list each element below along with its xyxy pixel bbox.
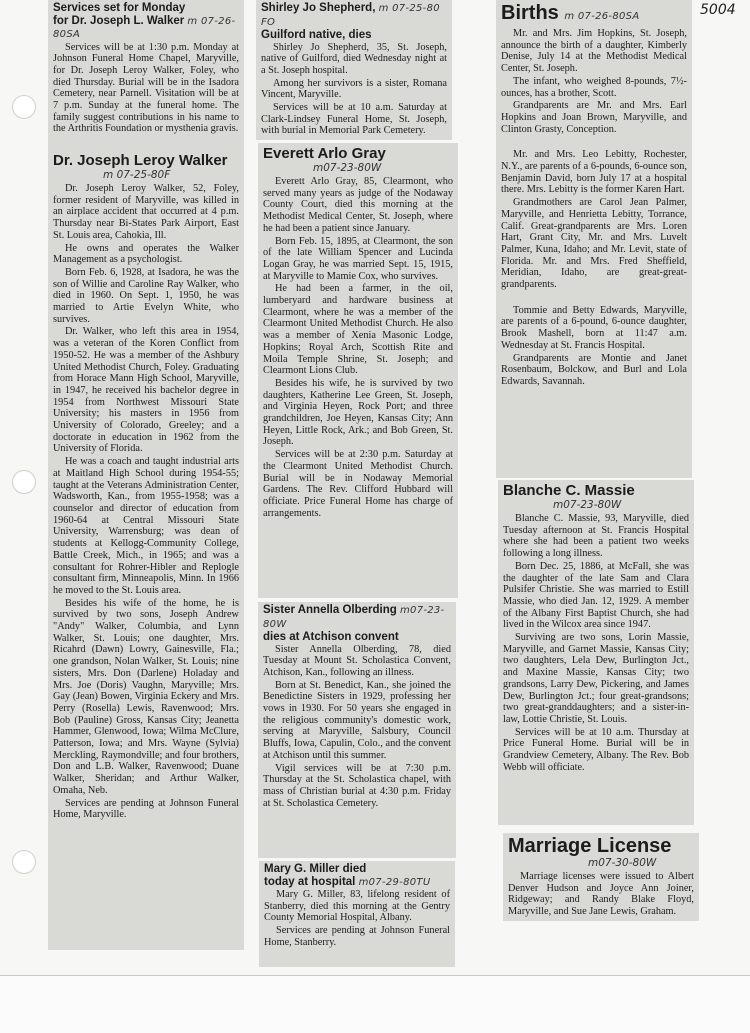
binder-hole [12,850,36,874]
paragraph: Among her survivors is a sister, Romana Vincent, Maryville. [261,77,447,101]
paragraph: He had been a farmer, in the oil, lumberyard and hardware business at Clearmont, where he was a member of the Clearmont United Methodist Church. He also was a member of Xenia Masonic Lodge, Hopkins; Royal Arch, Scottish Rite and Moila Temple Shrine, St. Joseph; and Clearmont Lions Club. [263,283,453,377]
paragraph: Everett Arlo Gray, 85, Clearmont, who served many years as judge of the Nodaway County Court, died this morning at the Methodist Medical Center, St. Joseph, where he had been a patient since January. [263,176,453,234]
headline: for Dr. Joseph L. Walker m 07-26-80SA [53,14,236,40]
paragraph: Grandparents are Mr. and Mrs. Earl Hopkins and Joan Brown, Maryville, and Clinton Grasty, Conception. [501,100,687,135]
handwritten-note: m07-29-80TU [358,876,431,888]
clipping-walker-services [48,0,244,150]
headline: Everett Arlo Gray [263,145,386,162]
paragraph: Born Dec. 25, 1886, at McFall, she was the daughter of the late Sam and Clara Pulsifer Christie. She was married to Estill Massie, who died Jan. 12, 1929. A member of the Albany First Baptist Church, she had lived in the Wilcox area since 1947. [503,560,689,631]
paragraph: He was a coach and taught industrial arts at Maitland High School during 1954-55; taught at the Veterans Administration Center, Wadsworth, Kan., from 1955-1958; was a counselor and director of education from 1960-64 at Central Missouri State University, Warrensburg; was dean of students at Kellogg-Community College, Battle Creek, Mich., in 1965; and was a consultant for Rohrer-Hibler and Replogle consultant firm, Minneapolis, Minn. In 1966 he moved to the St. Louis area. [53,456,239,596]
handwritten-note: m 07-25-80F [103,169,171,181]
clipping-olberding [258,602,456,858]
paragraph: Dr. Walker, who left this area in 1954, was a veteran of the Koren Conflict from 1950-52. He was a member of the Ashbury United Methodist Church, Foley. Graduating from Horace Mann High School, Maryville, in 1947, he received his bachelor degree in 1954 from Northwest Missouri State University; his masters in 1956 from University of Colorado, Greeley; and a doctorate in education in 1962 from the University of Florida. [53,326,239,455]
paragraph: Mr. and Mrs. Leo Lebitty, Rochester, N.Y., are parents of a 6-pounds, 6-ounce son, Benjamin David, born July 17 at a hospital there. Mrs. Lebitty is the former Karen Hart. [501,149,687,196]
paragraph: Services are pending at Johnson Funeral Home, Maryville. [53,797,239,821]
headline: Blanche C. Massie [503,482,635,499]
paragraph: Services will be at 2:30 p.m. Saturday at the Clearmont United Methodist Church. Burial will be in Nodaway Memorial Gardens. The Rev. Clifford Hubbard will officiate. Price Funeral Home has charge of arrangements. [263,449,453,519]
headline: Births m 07-26-80SA [501,2,640,24]
paragraph: Mr. and Mrs. Jim Hopkins, St. Joseph, announce the birth of a daughter, Kimberly Denise, July 14 at the Methodist Medical Center, St. Joseph. [501,28,687,75]
paragraph: Blanche C. Massie, 93, Maryville, died Tuesday afternoon at St. Francis Hospital where she had been a patient two weeks following a long illness. [503,513,689,560]
headline: dies at Atchison convent [263,631,399,643]
paragraph: Besides his wife, he is survived by two daughters, Katherine Lee Green, St. Joseph, and Virginia Heyen, Rock Port; and three grandchildren, Joe Heyen, Kansas City; Ann Heyen, Little Rock, Ark.; and Bob Green, St. Joseph. [263,377,453,448]
headline: Sister Annella Olberding m07-23-80W [263,604,445,630]
paragraph: Services will be at 10 a.m. Saturday at Clark-Lindsey Funeral Home, St. Joseph, with burial in Memorial Park Cemetery. [261,102,447,137]
handwritten-note: m 07-26-80SA [53,15,236,40]
handwritten-note: m 07-25-80 FO [261,3,440,28]
paragraph: Marriage licenses were issued to Albert Denver Hudson and Joyce Ann Joiner, Ridgeway; and Randy Blake Floyd, Maryville, and Sue Jane Lewis, Graham. [508,871,694,918]
paragraph: Born at St. Benedict, Kan., she joined the Benedictine Sisters in 1929, professing her vows in 1930. For 50 years she engaged in the religious community's domestic work, serving at Maryville, Salsbury, Council Bluffs, Iowa, Capulin, Colo., and the convent at Atchison until this summer. [263,679,451,761]
clipping-walker-obituary [48,150,244,950]
paragraph: Sister Annella Olberding, 78, died Tuesday at Mount St. Scholastica Convent, Atchison, Kan., following an illness. [263,643,451,678]
headline: Marriage License [508,835,672,857]
paragraph: Tommie and Betty Edwards, Maryville, are parents of a 6-pound, 6-ounce daughter, Brook Mashell, born at 11:47 a.m. Wednesday at St. Francis Hospital. [501,304,687,351]
paragraph: Dr. Joseph Leroy Walker, 52, Foley, former resident of Maryville, was killed in an airplace accident that occurred at 4 p.m. Thursday near Bi-States Park Airport, East St. Louis area, Cahokia, Ill. [53,183,239,241]
handwritten-note: m07-23-80W [553,499,622,511]
paragraph: Services will be at 10 a.m. Thursday at Price Funeral Home. Burial will be in Grandview Cemetery, Albany. The Rev. Bob Webb will officiate. [503,726,689,773]
headline: Dr. Joseph Leroy Walker [53,152,228,169]
clipping-births [496,0,692,478]
paragraph: Mary G. Miller, 83, lifelong resident of Stanberry, died this morning at the Gentry County Memorial Hospital, Albany. [264,889,450,924]
paragraph: Born Feb. 15, 1895, at Clearmont, the son of the late William Spencer and Lucinda Logan Gray, he was married Sept. 15, 1915, at Maryville to Mamie Cox, who survives. [263,235,453,282]
clipping-shepherd [256,0,452,140]
paragraph: Services are pending at Johnson Funeral Home, Stanberry. [264,925,450,948]
paragraph: Vigil services will be at 7:30 p.m. Thursday at the St. Scholastica chapel, with mass of Christian burial at 4:30 p.m. Friday at St. Scholastica Cemetery. [263,762,451,809]
paragraph: He owns and operates the Walker Management as a psychologist. [53,242,239,266]
clipping-miller [259,861,455,967]
bottom-margin [0,976,750,1033]
binder-hole [12,95,36,119]
headline: Services set for Monday [53,2,186,14]
clipping-gray-obituary [258,143,458,598]
headline: Guilford native, dies [261,29,372,41]
paragraph: Born Feb. 6, 1928, at Isadora, he was the son of Willie and Caroline Ray Walker, who died in 1960. On Sept. 1, 1950, he was married to Artie Evelyn White, who survives. [53,266,239,325]
clipping-massie-obituary [498,480,694,825]
headline: today at hospital m07-29-80TU [264,875,431,888]
clipping-marriage-license [503,833,699,921]
handwritten-note: m07-23-80W [313,162,382,174]
paragraph: The infant, who weighed 8-pounds, 7½-ounces, has a brother, Scott. [501,75,687,99]
paragraph: Grandparents are Montie and Janet Rosenbaum, Bolckow, and Burl and Lola Edwards, Savannah. [501,352,687,387]
paragraph: Shirley Jo Shepherd, 35, St. Joseph, native of Guilford, died Wednesday night at a St. Joseph hospital. [261,41,447,76]
paragraph: Services will be at 1:30 p.m. Monday at Johnson Funeral Home Chapel, Maryville, for Dr. Joseph Leroy Walker, Foley, who died Thursday. Burial will be in the Isadora Cemetery, near Parnell. Visitation will be at 7 p.m. Sunday at the funeral home. The family suggest contributions in his name to the Arthritis Foundation or mysthenia gravis. [53,41,239,135]
page-number: 5004 [700,2,736,18]
handwritten-note: m07-30-80W [588,857,657,869]
paragraph: Grandmothers are Carol Jean Palmer, Maryville, and Henrietta Lebitty, Torrance, Calif. Great-grandparents are Mrs. Loren Hart, Grant City, Mr. and Mrs. Luvelt Palmer, Kuna, Idaho; and Mr. Levit, state of Florida. Mr. and Mrs. Fred Sheffield, Meridian, Idaho, are great-great-grandparents. [501,197,687,291]
headline: Mary G. Miller died [264,863,367,875]
headline: Shirley Jo Shepherd, m 07-25-80 FO [261,2,440,28]
binder-hole [12,470,36,494]
handwritten-note: m 07-26-80SA [564,11,640,22]
paragraph: Besides his wife of the home, he is survived by two sons, Joseph Andrew "Andy" Walker, Columbia, and Lynn Walker, St. Louis; one daughter, Mrs. Ricahrd (Dawn) Lowry, Gainesville, Fla.; one grandson, Nolan Walker, St. Louis; nine sisters, Mrs. Don (Darlene) Holaday and Mrs. Joe (Doris) Vaughn, Maryville; Mrs. Gay (Jean) Bowen, Virginia Eckery and Mrs. Perry (Rosella) Lewis, Ravenwood; Mrs. Bob (Pauline) Gross, Kansas City; Jeanetta Hammer, Glenwood, Iowa; Wilma McClure, Patterson, Iowa; and Mrs. Wayne (Sylvia) Merckling, Raymondville; and four brothers, Don and L.B. Walker, Ravenwood; Duane Walker, Sheridan; and Arthur Walker, Omaha, Neb. [53,597,240,796]
handwritten-note: m07-23-80W [263,605,445,630]
paragraph: Surviving are two sons, Lorin Massie, Maryville, and Garnet Massie, Kansas City; two daughters, Lela Dew, Burlington Jct., and Maxine Massie, Kansas City; two grandsons, Larry Dew, Pickering, and James Dew, Burlington Jct.; four great-grandsons; two great-granddaughters; and a sister-in-law, Lottie Christie, St. Louis. [503,632,689,725]
